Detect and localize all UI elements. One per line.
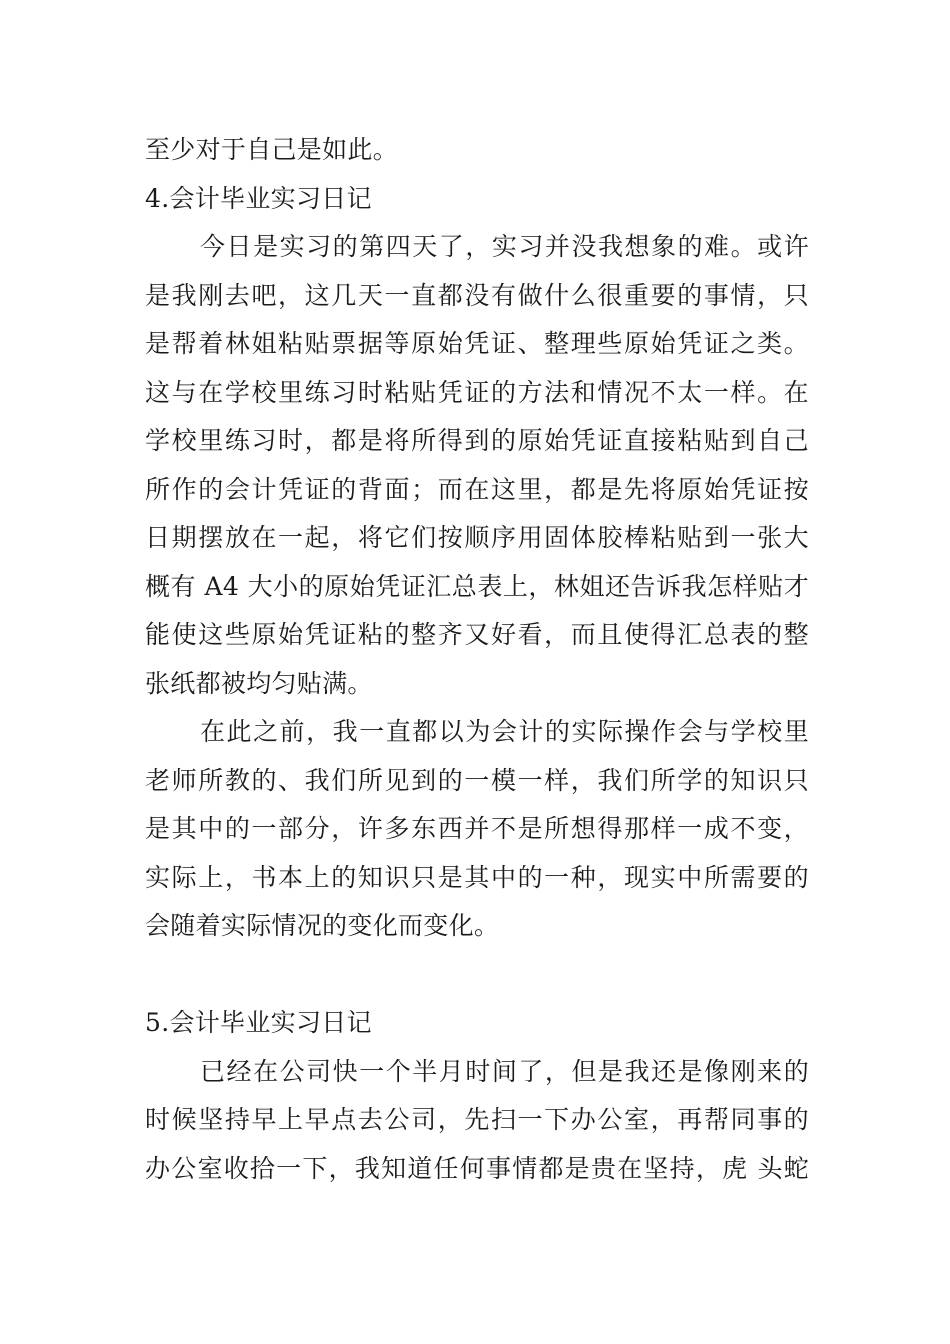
paragraph-line: 这与在学校里练习时粘贴凭证的方法和情况不太一样。在 xyxy=(145,377,809,407)
section-5-heading: 5.会计毕业实习日记 xyxy=(145,1008,372,1037)
paragraph-line: 实际上，书本上的知识只是其中的一种，现实中所需要的 xyxy=(145,862,809,892)
paragraph-line: 是帮着林姐粘贴票据等原始凭证、整理些原始凭证之类。 xyxy=(145,329,809,358)
section-4-heading: 4.会计毕业实习日记 xyxy=(145,183,372,213)
section-spacer xyxy=(145,951,809,1000)
paragraph-line: 学校里练习时，都是将所得到的原始凭证直接粘贴到自己 xyxy=(145,426,809,455)
paragraph-line: 是其中的一部分，许多东西并不是所想得那样一成不变， xyxy=(145,814,809,843)
section-4-paragraph-2 xyxy=(145,708,809,951)
paragraph-line: 张纸都被均匀贴满。 xyxy=(145,668,373,698)
paragraph-line: 时候坚持早上早点去公司，先扫一下办公室，再帮同事的 xyxy=(145,1105,809,1134)
paragraph-line: 老师所教的、我们所见到的一模一样，我们所学的知识只 xyxy=(145,765,809,795)
paragraph-line: 今日是实习的第四天了，实习并没我想象的难。或许 xyxy=(200,232,809,261)
paragraph-line: 所作的会计凭证的背面；而在这里，都是先将原始凭证按 xyxy=(145,474,809,504)
paragraph-line: 办公室收拾一下，我知道任何事情都是贵在坚持，虎 头蛇 xyxy=(145,1153,809,1183)
paragraph-line: 会随着实际情况的变化而变化。 xyxy=(145,911,500,940)
paragraph-line: 已经在公司快一个半月时间了，但是我还是像刚来的 xyxy=(200,1056,809,1086)
paragraph-line: 日期摆放在一起，将它们按顺序用固体胶棒粘贴到一张大 xyxy=(145,523,809,552)
paragraph-line: 在此之前，我一直都以为会计的实际操作会与学校里 xyxy=(200,717,809,746)
document-page xyxy=(145,126,809,1193)
section-5-paragraph-1 xyxy=(145,1048,809,1194)
paragraph-line: 概有 A4 大小的原始凭证汇总表上，林姐还告诉我怎样贴才 xyxy=(145,571,809,601)
paragraph-line: 能使这些原始凭证粘的整齐又好看，而且使得汇总表的整 xyxy=(145,620,809,649)
previous-section-tail: 至少对于自己是如此。 xyxy=(145,135,399,164)
paragraph-line: 是我刚去吧，这几天一直都没有做什么很重要的事情，只 xyxy=(145,280,809,310)
section-4-paragraph-1 xyxy=(145,223,809,708)
